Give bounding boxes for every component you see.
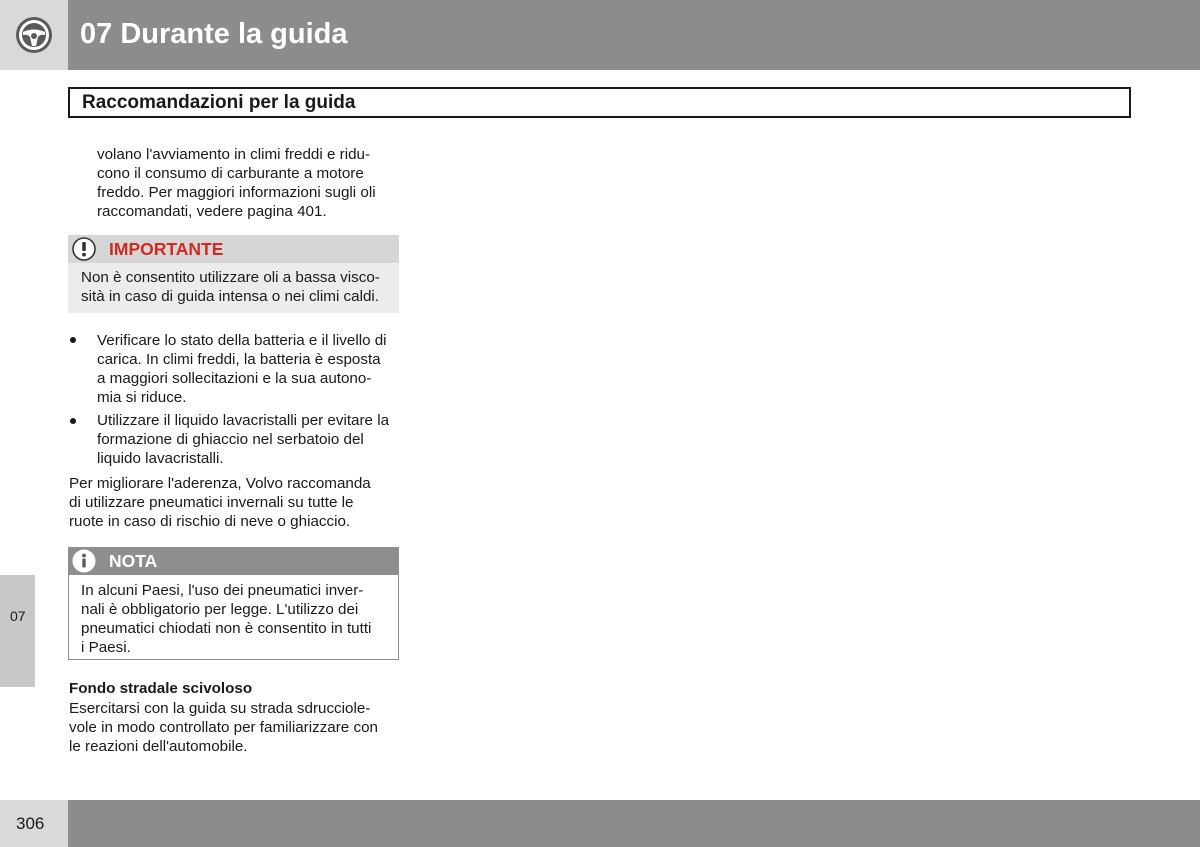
section-title-box xyxy=(68,87,1131,118)
text-line: volano l'avviamento in climi freddi e ridu- xyxy=(97,146,371,163)
slippery-paragraph xyxy=(69,699,378,756)
footer-bar xyxy=(68,800,1200,847)
text-line: di utilizzare pneumatici invernali su tutte le xyxy=(69,494,354,511)
text-line: vole in modo controllato per familiarizzare con xyxy=(69,719,378,736)
text-line: formazione di ghiaccio nel serbatoio del xyxy=(97,431,364,448)
text-line: pneumatici chiodati non è consentito in tutti xyxy=(81,620,372,637)
note-callout-header xyxy=(68,547,399,575)
page-number-box xyxy=(0,800,68,847)
text-line: Verificare lo stato della batteria e il livello di xyxy=(97,332,387,349)
text-line: Utilizzare il liquido lavacristalli per evitare la xyxy=(97,412,390,429)
note-callout-body xyxy=(68,575,399,660)
page-number: 306 xyxy=(16,814,45,833)
text-line: freddo. Per maggiori informazioni sugli oli xyxy=(97,184,376,201)
text-line: carica. In climi freddi, la batteria è esposta xyxy=(97,351,381,368)
note-callout xyxy=(68,547,399,660)
text-line: sità in caso di guida intensa o nei climi caldi. xyxy=(81,288,380,305)
exclamation-circle-icon xyxy=(72,237,96,261)
list-item-text xyxy=(97,331,387,407)
note-text xyxy=(81,581,371,657)
tires-paragraph xyxy=(69,474,371,531)
chapter-header-bar xyxy=(68,0,1200,70)
text-line: In alcuni Paesi, l'uso dei pneumatici inver- xyxy=(81,582,364,599)
important-callout-body xyxy=(68,263,399,313)
chapter-tab xyxy=(0,575,35,687)
important-callout-header xyxy=(68,235,399,263)
important-callout xyxy=(68,235,399,313)
bullet-icon xyxy=(70,418,76,424)
text-line: le reazioni dell'automobile. xyxy=(69,738,248,755)
text-line: raccomandati, vedere pagina 401. xyxy=(97,203,327,220)
important-text xyxy=(81,268,380,306)
text-line: liquido lavacristalli. xyxy=(97,450,224,467)
bullet-icon xyxy=(70,337,76,343)
text-line: i Paesi. xyxy=(81,639,131,656)
list-item-text xyxy=(97,411,389,468)
info-circle-icon xyxy=(72,549,96,573)
note-label: NOTA xyxy=(109,551,158,571)
text-line: nali è obbligatorio per legge. L'utilizzo dei xyxy=(81,601,359,618)
text-line: ruote in caso di rischio di neve o ghiaccio. xyxy=(69,513,351,530)
text-line: Per migliorare l'aderenza, Volvo raccomanda xyxy=(69,475,371,492)
text-line: a maggiori sollecitazioni e la sua autono- xyxy=(97,370,372,387)
important-label: IMPORTANTE xyxy=(109,239,224,259)
text-line: mia si riduce. xyxy=(97,389,187,406)
text-line: Esercitarsi con la guida su strada sdrucciole- xyxy=(69,700,371,717)
intro-paragraph xyxy=(97,145,376,221)
section-title: Raccomandazioni per la guida xyxy=(82,92,356,113)
text-line: cono il consumo di carburante a motore xyxy=(97,165,364,182)
slippery-heading: Fondo stradale scivoloso xyxy=(69,680,253,697)
text-line: Non è consentito utilizzare oli a bassa visco- xyxy=(81,269,380,286)
chapter-title: 07 Durante la guida xyxy=(80,18,348,50)
chapter-icon-box xyxy=(0,0,68,70)
chapter-tab-number: 07 xyxy=(10,608,26,624)
steering-wheel-icon xyxy=(14,15,54,55)
